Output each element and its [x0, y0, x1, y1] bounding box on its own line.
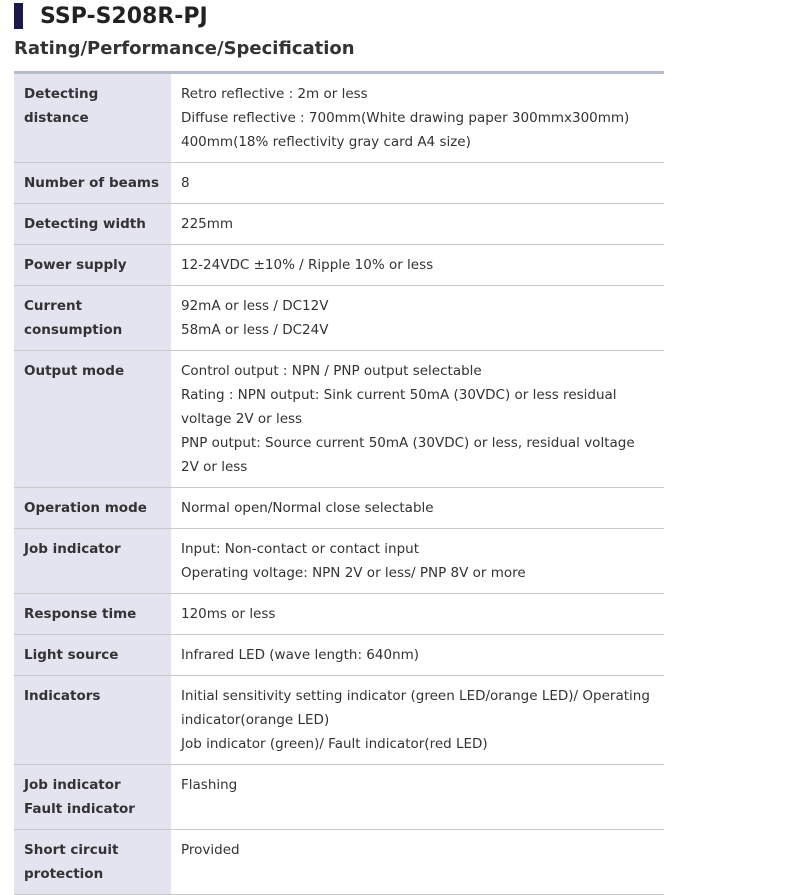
- spec-label: protection: [24, 866, 104, 882]
- spec-value-cell: [171, 765, 664, 830]
- spec-value: Diffuse reflective : 700mm(White drawing paper 300mmx300mm): [181, 110, 630, 126]
- spec-label-cell: [14, 676, 171, 765]
- spec-label: Detecting width: [24, 216, 146, 232]
- spec-value-cell: [171, 676, 664, 765]
- section-title: Rating/Performance/Specification: [14, 38, 355, 59]
- spec-value-cell: [171, 529, 664, 594]
- spec-label: Current: [24, 298, 83, 314]
- spec-row: [14, 351, 664, 488]
- spec-label-cell: [14, 765, 171, 830]
- spec-value: PNP output: Source current 50mA (30VDC) or less, residual voltage 2V or less: [181, 435, 635, 475]
- spec-label: Job indicator: [24, 541, 121, 557]
- spec-label: Number of beams: [24, 175, 160, 191]
- spec-row: [14, 676, 664, 765]
- spec-value-cell: [171, 74, 664, 163]
- spec-label: Detecting distance: [24, 86, 99, 126]
- spec-value: 92mA or less / DC12V: [181, 298, 329, 314]
- title-accent-bar: [14, 3, 23, 29]
- spec-value: Control output : NPN / PNP output selectable: [181, 363, 482, 379]
- spec-label: consumption: [24, 322, 123, 338]
- spec-label-cell: [14, 351, 171, 488]
- spec-value-cell: [171, 635, 664, 676]
- spec-value: Rating : NPN output: Sink current 50mA (30VDC) or less residual voltage 2V or less: [181, 387, 617, 427]
- spec-label: Fault indicator: [24, 801, 135, 817]
- spec-value-cell: [171, 204, 664, 245]
- spec-label-cell: [14, 245, 171, 286]
- spec-row: [14, 163, 664, 204]
- spec-value-cell: [171, 163, 664, 204]
- spec-value-cell: [171, 594, 664, 635]
- spec-value: Operating voltage: NPN 2V or less/ PNP 8V or more: [181, 565, 526, 581]
- spec-label: Job indicator: [24, 777, 121, 793]
- spec-value: Infrared LED (wave length: 640nm): [181, 647, 420, 663]
- spec-value: 225mm: [181, 216, 234, 232]
- spec-label: Light source: [24, 647, 119, 663]
- spec-value: Initial sensitivity setting indicator (green LED/orange LED)/ Operating indicator(orange LED): [181, 688, 650, 728]
- spec-value: Retro reflective : 2m or less: [181, 86, 368, 102]
- spec-value-cell: [171, 488, 664, 529]
- spec-value: 120ms or less: [181, 606, 276, 622]
- spec-value: Input: Non-contact or contact input: [181, 541, 420, 557]
- spec-label: Operation mode: [24, 500, 147, 516]
- spec-label-cell: [14, 163, 171, 204]
- product-title: [14, 0, 208, 32]
- spec-label: Output mode: [24, 363, 125, 379]
- product-name: SSP-S208R-PJ: [40, 3, 208, 29]
- spec-value: Provided: [181, 842, 240, 858]
- spec-value: 400mm(18% reflectivity gray card A4 size): [181, 134, 471, 150]
- spec-table: [14, 74, 664, 895]
- spec-value-cell: [171, 286, 664, 351]
- spec-label-cell: [14, 635, 171, 676]
- spec-label-cell: [14, 830, 171, 895]
- spec-row: [14, 594, 664, 635]
- spec-row: [14, 765, 664, 830]
- spec-row: [14, 529, 664, 594]
- spec-value: Job indicator (green)/ Fault indicator(red LED): [181, 736, 488, 752]
- spec-row: [14, 286, 664, 351]
- spec-row: [14, 635, 664, 676]
- spec-row: [14, 488, 664, 529]
- spec-label: Short circuit: [24, 842, 119, 858]
- spec-label: Response time: [24, 606, 137, 622]
- spec-value-cell: [171, 351, 664, 488]
- spec-label-cell: [14, 286, 171, 351]
- spec-label-cell: [14, 204, 171, 245]
- spec-table-body: [14, 74, 664, 895]
- spec-row: [14, 74, 664, 163]
- spec-value: 58mA or less / DC24V: [181, 322, 329, 338]
- spec-row: [14, 204, 664, 245]
- spec-label: Power supply: [24, 257, 127, 273]
- spec-label-cell: [14, 594, 171, 635]
- spec-label-cell: [14, 488, 171, 529]
- spec-value: Normal open/Normal close selectable: [181, 500, 434, 516]
- spec-row: [14, 245, 664, 286]
- spec-value-cell: [171, 830, 664, 895]
- spec-label-cell: [14, 529, 171, 594]
- spec-value: 8: [181, 175, 190, 191]
- spec-row: [14, 830, 664, 895]
- spec-value-cell: [171, 245, 664, 286]
- spec-value: 12-24VDC ±10% / Ripple 10% or less: [181, 257, 434, 273]
- spec-label-cell: [14, 74, 171, 163]
- spec-value: Flashing: [181, 777, 238, 793]
- spec-label: Indicators: [24, 688, 101, 704]
